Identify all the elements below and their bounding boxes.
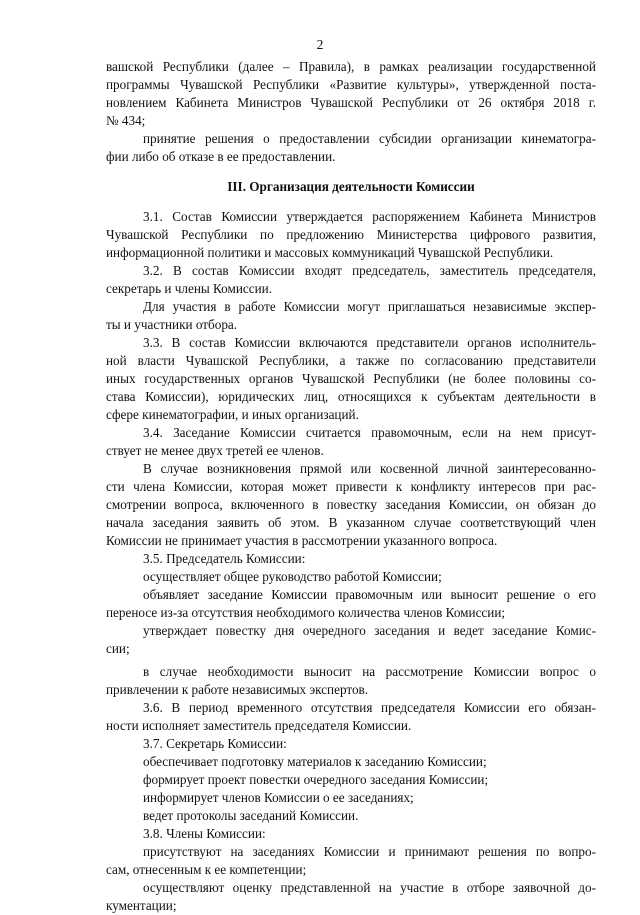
text-line: ты и участники отбора.	[106, 317, 238, 332]
text-line: 3.1. Состав Комиссии утверждается распоряжением Кабинета Министров	[143, 209, 596, 224]
text-line: утверждает повестку дня очередного заседания и ведет заседание Комис-	[143, 623, 596, 638]
text-line: № 434;	[106, 113, 146, 128]
text-line: объявляет заседание Комиссии правомочным или выносит решение о его	[143, 587, 596, 602]
text-line: 3.3. В состав Комиссии включаются представители органов исполнитель-	[143, 335, 596, 350]
text-line: осуществляют оценку представленной на участие в отборе заявочной до-	[143, 880, 596, 895]
text-line: кументации;	[106, 898, 177, 913]
text-line: принятие решения о предоставлении субсидии организации кинематогра-	[143, 131, 596, 146]
text-line: сфере кинематографии, и иных организаций.	[106, 407, 359, 422]
text-line: привлечении к работе независимых экспертов.	[106, 682, 369, 697]
text-line: 3.4. Заседание Комиссии считается правомочным, если на нем присут-	[143, 425, 596, 440]
text-line: обеспечивает подготовку материалов к заседанию Комиссии;	[143, 754, 487, 769]
text-line: Чувашской Республики по предложению Министерства цифрового развития,	[106, 227, 596, 242]
text-line: ствует не менее двух третей ее членов.	[106, 443, 324, 458]
text-line: 3.7. Секретарь Комиссии:	[143, 736, 287, 751]
text-line: переносе из-за отсутствия необходимого количества членов Комиссии;	[106, 605, 506, 620]
text-line: ной власти Чувашской Республики, а также по согласованию представители	[106, 353, 596, 368]
text-line: сти члена Комиссии, которая может привести к конфликту интересов при рас-	[106, 479, 596, 494]
text-line: Для участия в работе Комиссии могут приглашаться независимые экспер-	[143, 299, 596, 314]
text-line: сии;	[106, 641, 130, 656]
text-line: Комиссии не принимает участия в рассмотрении указанного вопроса.	[106, 533, 498, 548]
text-line: ности исполняет заместитель председателя Комиссии.	[106, 718, 412, 733]
text-line: иных государственных органов Чувашской Республики (не более половины со-	[106, 371, 596, 386]
text-line: вашской Республики (далее – Правила), в рамках реализации государственной	[106, 59, 596, 74]
text-line: осуществляет общее руководство работой Комиссии;	[143, 569, 442, 584]
text-line: формирует проект повестки очередного заседания Комиссии;	[143, 772, 489, 787]
text-line: сам, отнесенным к ее компетенции;	[106, 862, 307, 877]
page-number: 2	[316, 37, 324, 52]
text-line: информационной политики и массовых коммуникаций Чувашской Республики.	[106, 245, 554, 260]
text-line: ведет протоколы заседаний Комиссии.	[143, 808, 359, 823]
text-line: в случае необходимости выносит на рассмотрение Комиссии вопрос о	[143, 664, 596, 679]
text-line: программы Чувашской Республики «Развитие культуры», утвержденной поста-	[106, 77, 596, 92]
document-body	[106, 58, 596, 915]
text-line: 3.2. В состав Комиссии входят председатель, заместитель председателя,	[143, 263, 596, 278]
text-line: фии либо об отказе в ее предоставлении.	[106, 149, 336, 164]
text-line: присутствуют на заседаниях Комиссии и принимают решения по вопро-	[143, 844, 596, 859]
text-line: смотрении вопроса, включенного в повестку заседания Комиссии, он обязан до	[106, 497, 596, 512]
text-line: новлением Кабинета Министров Чувашской Республики от 26 октября 2018 г.	[106, 95, 596, 110]
text-line: 3.6. В период временного отсутствия председателя Комиссии его обязан-	[143, 700, 596, 715]
section-heading: III. Организация деятельности Комиссии	[227, 179, 475, 194]
text-line: 3.8. Члены Комиссии:	[143, 826, 266, 841]
text-line: 3.5. Председатель Комиссии:	[143, 551, 306, 566]
text-line: информирует членов Комиссии о ее заседаниях;	[143, 790, 414, 805]
text-line: секретарь и члены Комиссии.	[106, 281, 273, 296]
text-line: В случае возникновения прямой или косвенной личной заинтересованно-	[143, 461, 596, 476]
text-line: става Комиссии), юридических лиц, относящихся к субъектам деятельности в	[106, 389, 596, 404]
text-line: начала заседания заявить об этом. В указанном случае соответствующий член	[106, 515, 596, 530]
